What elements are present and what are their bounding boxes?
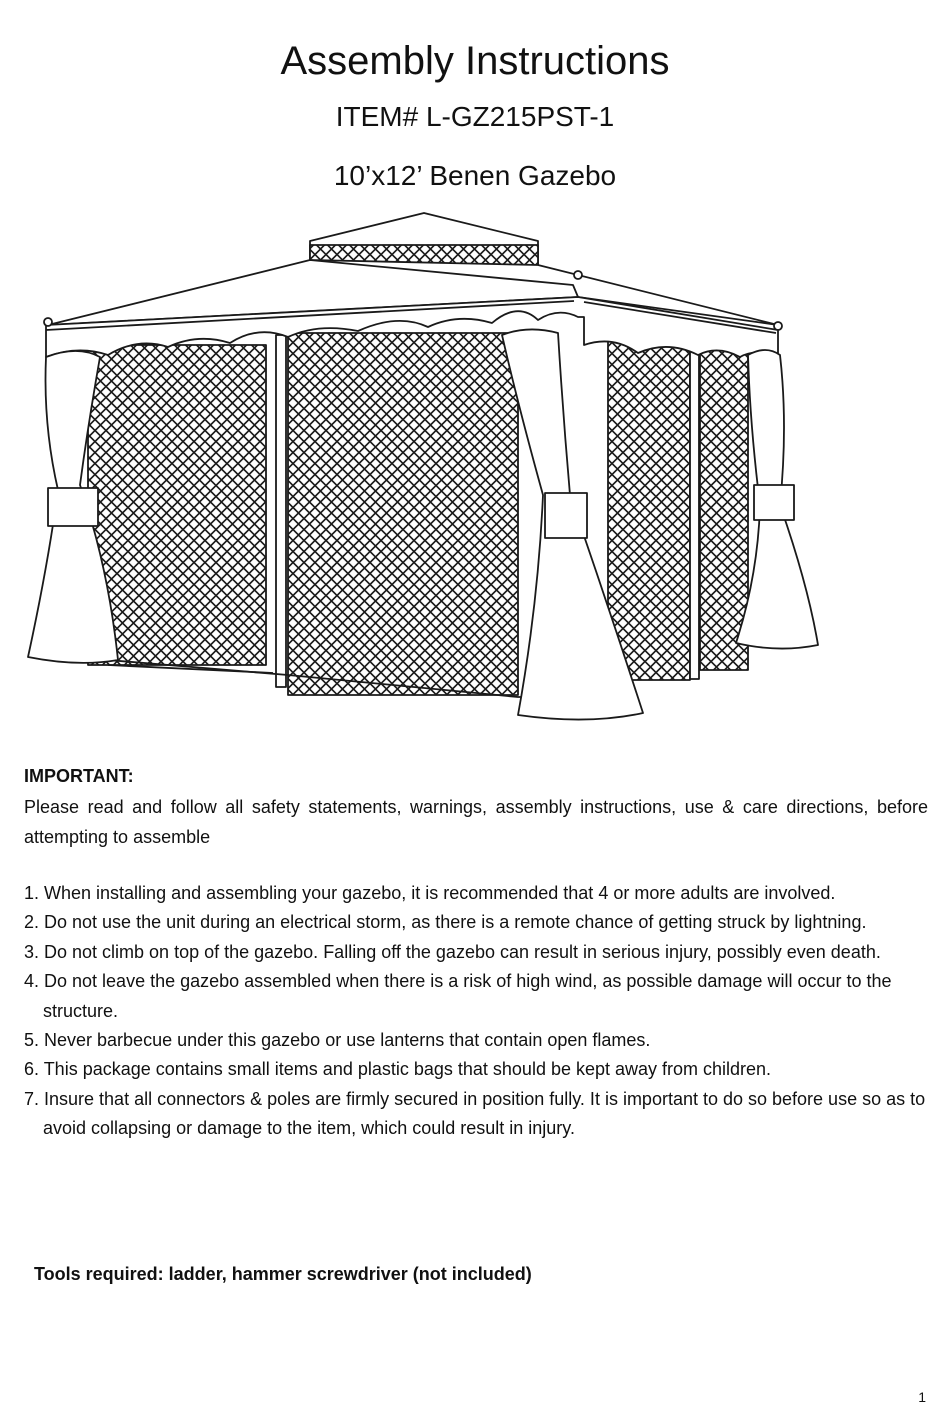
- safety-rule: 1. When installing and assembling your gazebo, it is recommended that 4 or more adults are involved.: [24, 883, 836, 903]
- mesh-panel-left: [88, 345, 266, 665]
- safety-rule: 6. This package contains small items and plastic bags that should be kept away from children.: [24, 1059, 772, 1080]
- mesh-panel-center: [288, 333, 518, 695]
- item-number: ITEM# L-GZ215PST-1: [335, 101, 615, 132]
- product-name: 10’x12’ Benen Gazebo: [333, 160, 617, 191]
- tools-required: Tools required: ladder, hammer screwdriver (not included): [34, 1264, 532, 1284]
- safety-rules-list: [24, 879, 930, 1144]
- gazebo-illustration: [18, 205, 830, 730]
- safety-rule: 2. Do not use the unit during an electrical storm, as there is a remote chance of getting struck by lightning.: [24, 912, 867, 933]
- safety-rule: 3. Do not climb on top of the gazebo. Falling off the gazebo can result in serious injury, possibly even death.: [24, 941, 881, 962]
- mesh-panel-right: [608, 335, 690, 680]
- page-number: 1: [918, 1389, 926, 1405]
- mesh-panel-far-right: [700, 345, 748, 670]
- safety-rule: 7. Insure that all connectors & poles are firmly secured in position fully. It is important to do so before use so as to avoid collapsing or damage to the item, which could result in injury.: [24, 1088, 926, 1139]
- important-heading: IMPORTANT:: [24, 766, 134, 786]
- page-title: Assembly Instructions: [280, 39, 670, 83]
- safety-rule: 5. Never barbecue under this gazebo or use lanterns that contain open flames.: [24, 1030, 651, 1051]
- important-intro: Please read and follow all safety statements, warnings, assembly instructions, use & care directions, before attempting to assemble: [24, 797, 928, 847]
- safety-rule: 4. Do not leave the gazebo assembled when there is a risk of high wind, as possible damage will occur to the structure.: [24, 971, 892, 1021]
